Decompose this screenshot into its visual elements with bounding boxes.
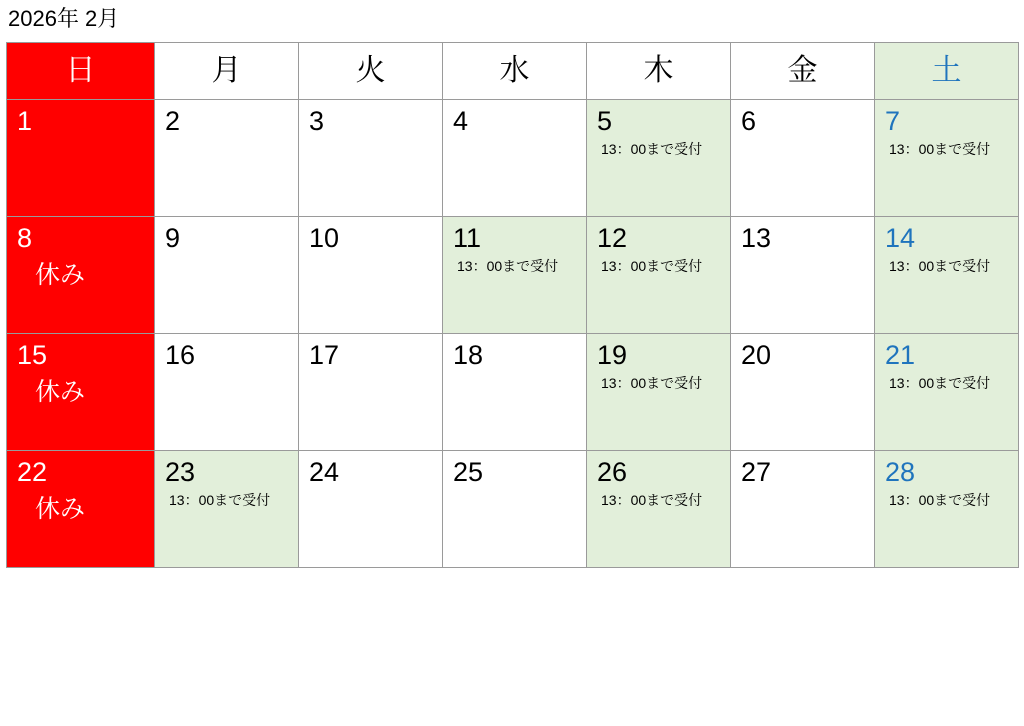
weekday-header-friday: 金	[731, 43, 875, 100]
calendar-day-cell[interactable]	[443, 217, 587, 334]
calendar-day-cell[interactable]	[7, 100, 155, 217]
day-note: 13：00まで受付	[601, 492, 703, 508]
day-number: 8	[17, 223, 33, 253]
day-number: 12	[597, 223, 628, 253]
weekday-header-monday: 月	[155, 43, 299, 100]
weekday-header-thursday: 木	[587, 43, 731, 100]
weekday-header-tuesday: 火	[299, 43, 443, 100]
page-title: 2026年 2月	[8, 6, 120, 31]
day-number: 11	[453, 223, 482, 253]
day-closed-label: 休み	[35, 261, 86, 289]
calendar-day-cell[interactable]	[7, 334, 155, 451]
day-number: 7	[885, 106, 901, 136]
day-number: 18	[453, 340, 484, 370]
day-note: 13：00まで受付	[889, 492, 991, 508]
weekday-header-sunday: 日	[7, 43, 155, 100]
day-number: 24	[309, 457, 340, 487]
day-note: 13：00まで受付	[457, 258, 559, 274]
day-number: 1	[17, 106, 33, 136]
day-number: 4	[453, 106, 469, 136]
calendar-day-cell[interactable]	[299, 451, 443, 568]
day-number: 21	[885, 340, 916, 370]
day-note: 13：00まで受付	[169, 492, 271, 508]
day-number: 15	[17, 340, 48, 370]
day-closed-label: 休み	[35, 378, 86, 406]
calendar-day-cell[interactable]	[731, 451, 875, 568]
calendar-day-cell[interactable]	[155, 451, 299, 568]
day-number: 27	[741, 457, 772, 487]
day-number: 19	[597, 340, 628, 370]
calendar-day-cell[interactable]	[587, 217, 731, 334]
calendar-day-cell[interactable]	[587, 451, 731, 568]
calendar-table	[6, 42, 1019, 568]
calendar-day-cell[interactable]	[155, 217, 299, 334]
day-number: 22	[17, 457, 48, 487]
day-number: 14	[885, 223, 916, 253]
calendar-day-cell[interactable]	[731, 217, 875, 334]
calendar-day-cell[interactable]	[875, 451, 1019, 568]
day-note: 13：00まで受付	[601, 375, 703, 391]
calendar-body	[7, 100, 1019, 568]
day-number: 5	[597, 106, 613, 136]
calendar-day-cell[interactable]	[875, 100, 1019, 217]
day-note: 13：00まで受付	[889, 258, 991, 274]
calendar-day-cell[interactable]	[587, 334, 731, 451]
day-number: 3	[309, 106, 325, 136]
day-number: 26	[597, 457, 628, 487]
calendar-day-cell[interactable]	[299, 100, 443, 217]
day-number: 25	[453, 457, 484, 487]
calendar-week-row	[7, 334, 1019, 451]
calendar-day-cell[interactable]	[299, 217, 443, 334]
day-number: 17	[309, 340, 340, 370]
calendar-day-cell[interactable]	[731, 100, 875, 217]
calendar-day-cell[interactable]	[875, 334, 1019, 451]
day-number: 16	[165, 340, 196, 370]
day-number: 20	[741, 340, 772, 370]
weekday-header-saturday: 土	[875, 43, 1019, 100]
calendar-day-cell[interactable]	[155, 100, 299, 217]
day-note: 13：00まで受付	[601, 141, 703, 157]
day-number: 9	[165, 223, 181, 253]
calendar-day-cell[interactable]	[443, 100, 587, 217]
day-note: 13：00まで受付	[889, 375, 991, 391]
day-number: 2	[165, 106, 181, 136]
day-number: 28	[885, 457, 916, 487]
calendar-day-cell[interactable]	[155, 334, 299, 451]
calendar-week-row	[7, 100, 1019, 217]
calendar-day-cell[interactable]	[731, 334, 875, 451]
day-number: 6	[741, 106, 757, 136]
weekday-header-wednesday: 水	[443, 43, 587, 100]
calendar-day-cell[interactable]	[443, 451, 587, 568]
day-number: 13	[741, 223, 772, 253]
weekday-header-row	[7, 43, 1019, 100]
calendar-day-cell[interactable]	[7, 451, 155, 568]
day-closed-label: 休み	[35, 495, 86, 523]
calendar-day-cell[interactable]	[587, 100, 731, 217]
calendar-day-cell[interactable]	[443, 334, 587, 451]
calendar-day-cell[interactable]	[299, 334, 443, 451]
day-note: 13：00まで受付	[601, 258, 703, 274]
day-number: 23	[165, 457, 196, 487]
day-number: 10	[309, 223, 340, 253]
calendar-week-row	[7, 217, 1019, 334]
calendar-day-cell[interactable]	[875, 217, 1019, 334]
calendar-week-row	[7, 451, 1019, 568]
calendar-day-cell[interactable]	[7, 217, 155, 334]
day-note: 13：00まで受付	[889, 141, 991, 157]
